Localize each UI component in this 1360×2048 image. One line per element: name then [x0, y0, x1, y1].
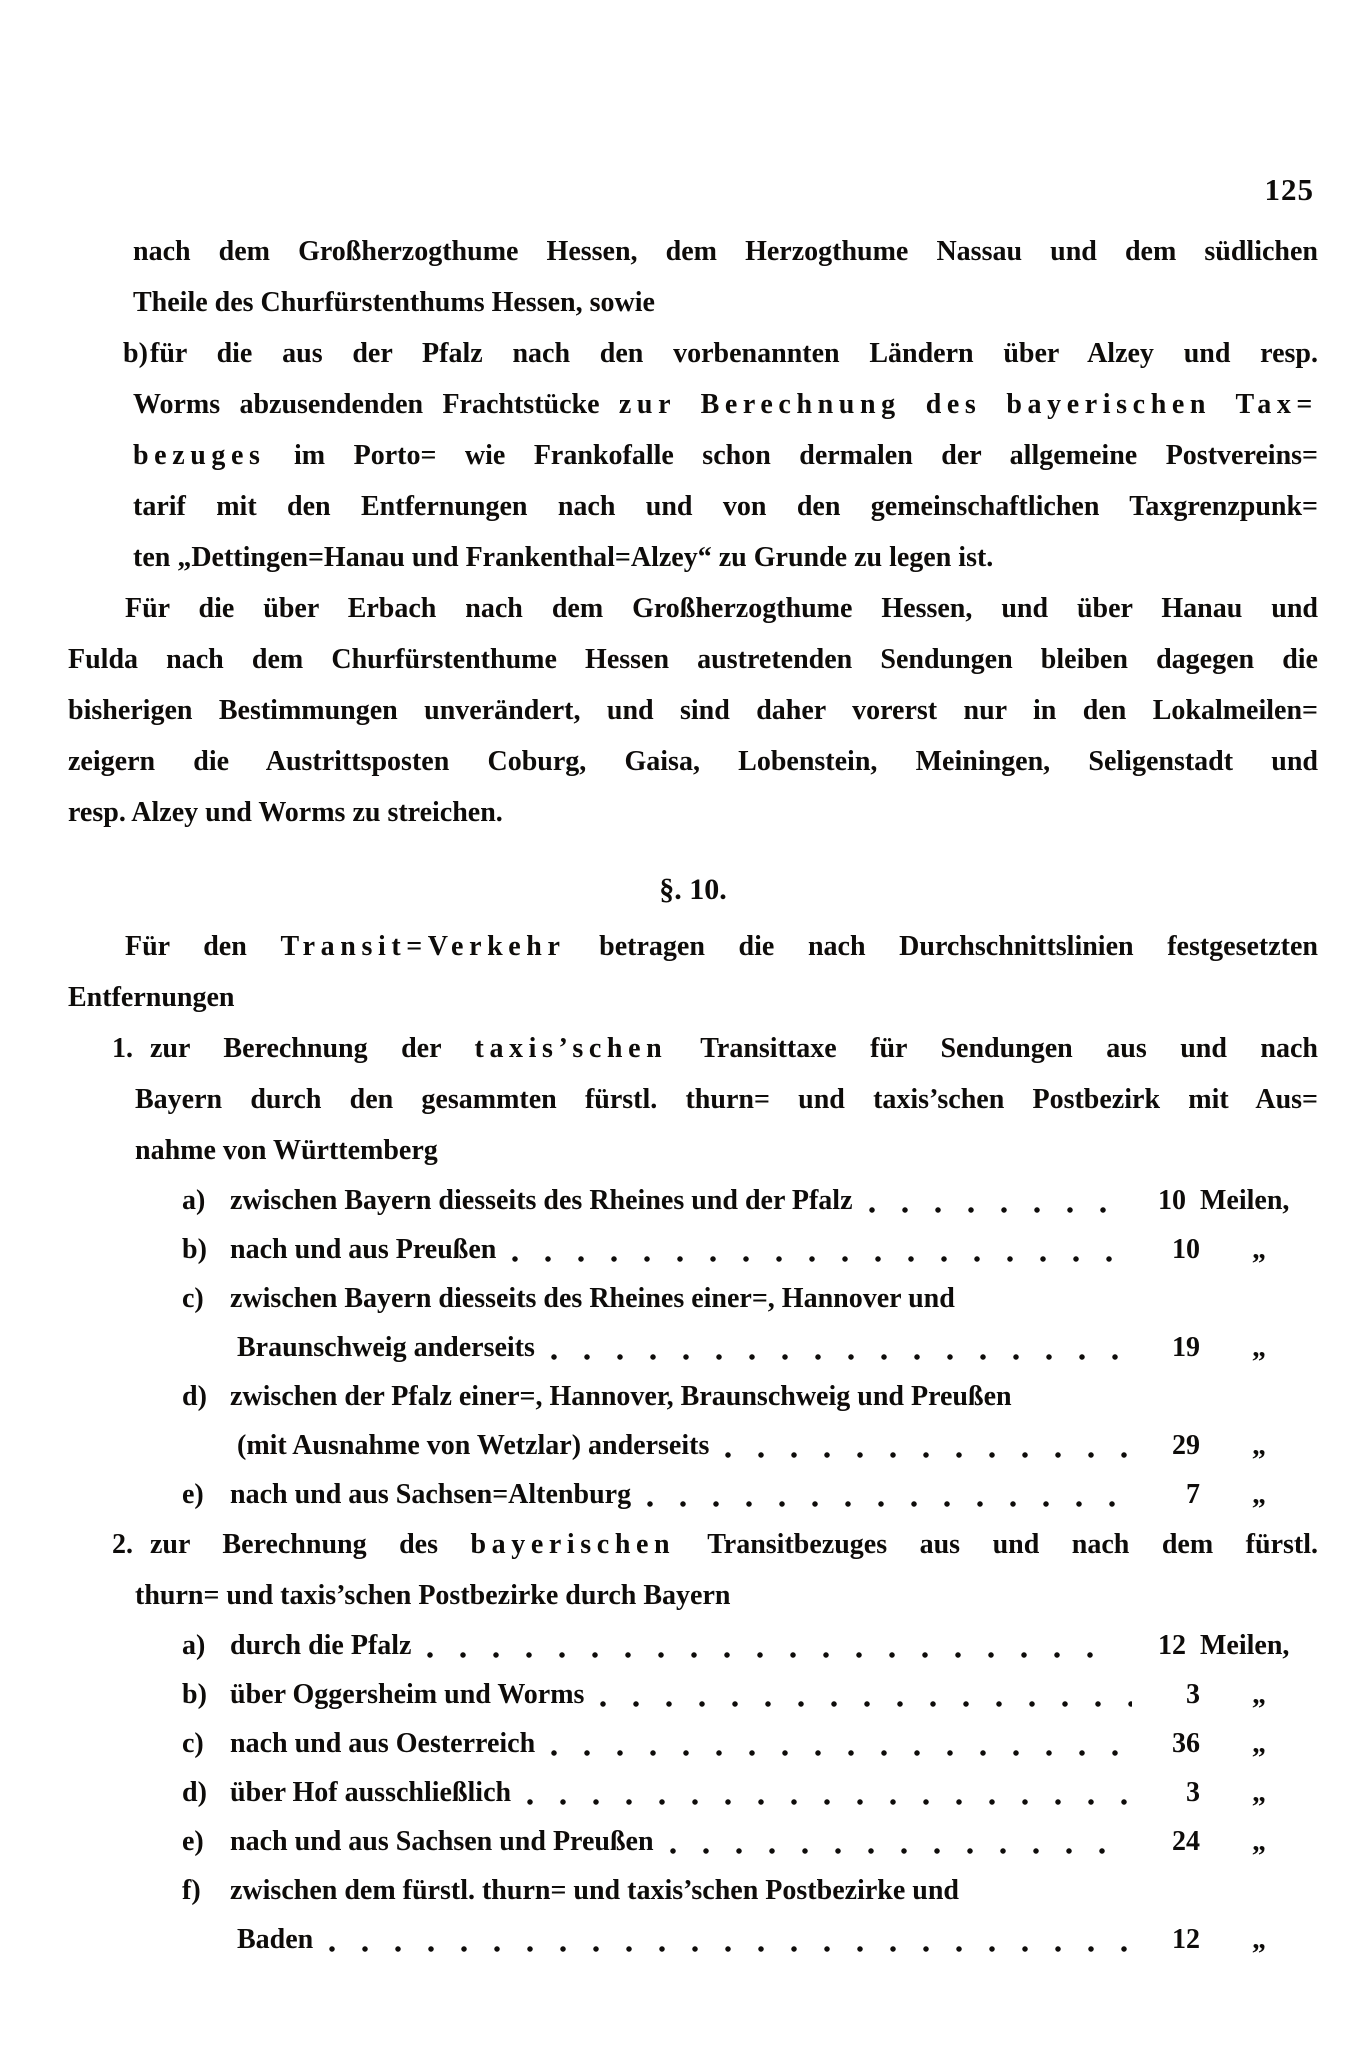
- row-unit: „: [1252, 1728, 1266, 1759]
- dot-leader: [329, 1946, 1132, 1952]
- text-run: Für die über Erbach nach dem Großherzogthume Hessen, und über Hanau und: [125, 593, 1318, 624]
- list-item-b: [68, 328, 1318, 583]
- text-run: Bayern durch den gesammten fürstl. thurn= und taxis’schen Postbezirk mit Aus=: [135, 1084, 1318, 1115]
- text-run: bisherigen Bestimmungen unverändert, und sind daher vorerst nur in den Lokalmeilen=: [68, 695, 1318, 726]
- distance-row: [68, 1372, 1318, 1421]
- distance-row: [68, 1866, 1318, 1915]
- row-label: zwischen dem fürstl. thurn= und taxis’schen Postbezirke und: [230, 1875, 959, 1906]
- row-label: Braunschweig anderseits: [237, 1332, 535, 1363]
- row-unit: „: [1252, 1234, 1266, 1265]
- text-line: [112, 1519, 1318, 1570]
- row-label: über Oggersheim und Worms: [230, 1679, 585, 1710]
- dot-leader: [527, 1799, 1132, 1805]
- text-run: nach dem Großherzogthume Hessen, dem Herzogthume Nassau und dem südlichen: [133, 236, 1318, 267]
- text-run: für die aus der Pfalz nach den vorbenannten Ländern über Alzey und resp.: [150, 338, 1318, 369]
- row-value: 29: [1172, 1430, 1200, 1461]
- row-unit: „: [1252, 1924, 1266, 1955]
- emphasized-text: zur Berechnung des bayerischen Tax=: [618, 389, 1318, 420]
- page-number: 125: [1264, 172, 1314, 207]
- text-line: [68, 921, 1318, 972]
- row-marker: d): [182, 1381, 207, 1412]
- row-unit: „: [1252, 1430, 1266, 1461]
- dot-leader: [512, 1256, 1132, 1262]
- row-value: 36: [1172, 1728, 1200, 1759]
- text-line: [135, 1125, 1318, 1176]
- row-label: nach und aus Preußen: [230, 1234, 497, 1265]
- text-line: [68, 685, 1318, 736]
- text-line: [68, 736, 1318, 787]
- text-line: [133, 226, 1318, 277]
- distance-row: [68, 1768, 1318, 1817]
- text-run: betragen die nach Durchschnittslinien festgesetzten: [565, 931, 1319, 962]
- row-value: 19: [1172, 1332, 1200, 1363]
- section-heading: §. 10.: [659, 873, 727, 906]
- text-line: [112, 1023, 1319, 1074]
- row-marker: f): [182, 1875, 201, 1906]
- text-run: Entfernungen: [68, 982, 235, 1013]
- distance-list-2: [68, 1621, 1318, 1964]
- text-line: [133, 430, 1318, 481]
- distance-row: [68, 1421, 1318, 1470]
- row-marker: c): [182, 1283, 204, 1314]
- row-unit: Meilen,: [1200, 1185, 1290, 1216]
- row-marker: a): [182, 1630, 206, 1661]
- row-marker: e): [182, 1479, 204, 1510]
- text-run: tarif mit den Entfernungen nach und von den gemeinschaftlichen Taxgrenzpunk=: [133, 491, 1318, 522]
- text-run: resp. Alzey und Worms zu streichen.: [68, 797, 503, 828]
- dot-leader: [551, 1750, 1132, 1756]
- paragraph-continuation-item-a: [68, 226, 1318, 328]
- distance-row: [68, 1719, 1318, 1768]
- text-run: ten „Dettingen=Hanau und Frankenthal=Alzey“ zu Grunde zu legen ist.: [133, 542, 994, 573]
- row-marker: a): [182, 1185, 206, 1216]
- row-label: durch die Pfalz: [230, 1630, 412, 1661]
- paragraph-transit-intro: [68, 921, 1318, 1023]
- row-unit: Meilen,: [1200, 1630, 1290, 1661]
- text-line: [135, 1074, 1318, 1125]
- text-run: zur Berechnung der: [150, 1033, 475, 1064]
- row-value: 12: [1172, 1924, 1200, 1955]
- row-label: nach und aus Oesterreich: [230, 1728, 536, 1759]
- row-value: 24: [1172, 1826, 1200, 1857]
- text-line: [133, 277, 1318, 328]
- emphasized-text: taxis’schen: [474, 1033, 668, 1064]
- row-marker: b): [182, 1679, 207, 1710]
- distance-row: [68, 1670, 1318, 1719]
- row-label: zwischen Bayern diesseits des Rheines und der Pfalz: [230, 1185, 853, 1216]
- dot-leader: [647, 1501, 1132, 1507]
- item-marker: 1.: [112, 1033, 133, 1064]
- row-marker: c): [182, 1728, 204, 1759]
- text-run: Theile des Churfürstenthums Hessen, sowie: [133, 287, 655, 318]
- row-unit: „: [1252, 1826, 1266, 1857]
- item-marker: 2.: [112, 1529, 133, 1560]
- row-label: über Hof ausschließlich: [230, 1777, 512, 1808]
- text-line: [123, 328, 1318, 379]
- text-run: Für den: [125, 931, 281, 962]
- text-run: nahme von Württemberg: [135, 1135, 438, 1166]
- text-line: [133, 481, 1318, 532]
- text-line: [68, 634, 1318, 685]
- emphasized-text: bezuges: [133, 440, 266, 471]
- text-run: zur Berechnung des: [150, 1529, 471, 1560]
- row-unit: „: [1252, 1679, 1266, 1710]
- dot-leader: [600, 1701, 1132, 1707]
- row-value: 3: [1186, 1679, 1200, 1710]
- item-marker: b): [123, 338, 148, 369]
- dot-leader: [551, 1354, 1132, 1360]
- text-run: im Porto= wie Frankofalle schon dermalen der allgemeine Postvereins=: [265, 440, 1318, 471]
- list-item-1: [68, 1023, 1318, 1519]
- text-line: [68, 583, 1318, 634]
- distance-row: [68, 1274, 1318, 1323]
- text-run: Worms abzusendenden Frachtstücke: [133, 389, 619, 420]
- row-value: 7: [1186, 1479, 1200, 1510]
- distance-row: [68, 1470, 1318, 1519]
- row-marker: b): [182, 1234, 207, 1265]
- text-run: Transittaxe für Sendungen aus und nach: [667, 1033, 1319, 1064]
- distance-row: [68, 1915, 1318, 1964]
- row-marker: d): [182, 1777, 207, 1808]
- dot-leader: [869, 1207, 1119, 1213]
- emphasized-text: Transit=Verkehr: [280, 931, 566, 962]
- text-run: zeigern die Austrittsposten Coburg, Gaisa, Lobenstein, Meiningen, Seligenstadt und: [68, 746, 1318, 777]
- text-run: Fulda nach dem Churfürstenthume Hessen austretenden Sendungen bleiben dagegen die: [68, 644, 1318, 675]
- row-label: nach und aus Sachsen und Preußen: [230, 1826, 654, 1857]
- row-label: zwischen Bayern diesseits des Rheines einer=, Hannover und: [230, 1283, 955, 1314]
- emphasized-text: bayerischen: [470, 1529, 676, 1560]
- text-line: [133, 379, 1318, 430]
- distance-row: [68, 1176, 1318, 1225]
- distance-row: [68, 1323, 1318, 1372]
- list-item-2: [68, 1519, 1318, 1964]
- text-line: [135, 1570, 1318, 1621]
- row-value: 10: [1158, 1185, 1186, 1216]
- text-line: [68, 972, 1318, 1023]
- dot-leader: [725, 1452, 1132, 1458]
- text-run: thurn= und taxis’schen Postbezirke durch Bayern: [135, 1580, 731, 1611]
- row-unit: „: [1252, 1332, 1266, 1363]
- row-value: 12: [1158, 1630, 1186, 1661]
- distance-row: [68, 1225, 1318, 1274]
- dot-leader: [670, 1848, 1132, 1854]
- distance-list-1: [68, 1176, 1318, 1519]
- text-run: Transitbezuges aus und nach dem fürstl.: [675, 1529, 1318, 1560]
- row-label: (mit Ausnahme von Wetzlar) anderseits: [237, 1430, 710, 1461]
- text-line: [68, 787, 1318, 838]
- row-label: nach und aus Sachsen=Altenburg: [230, 1479, 632, 1510]
- row-value: 10: [1172, 1234, 1200, 1265]
- row-marker: e): [182, 1826, 204, 1857]
- text-line: [133, 532, 1318, 583]
- distance-row: [68, 1817, 1318, 1866]
- dot-leader: [427, 1652, 1118, 1658]
- page-content: [68, 226, 1318, 1964]
- row-value: 3: [1186, 1777, 1200, 1808]
- row-label: Baden: [237, 1924, 314, 1955]
- distance-row: [68, 1621, 1318, 1670]
- row-unit: „: [1252, 1777, 1266, 1808]
- row-unit: „: [1252, 1479, 1266, 1510]
- paragraph-erbach: [68, 583, 1318, 838]
- row-label: zwischen der Pfalz einer=, Hannover, Braunschweig und Preußen: [230, 1381, 1012, 1412]
